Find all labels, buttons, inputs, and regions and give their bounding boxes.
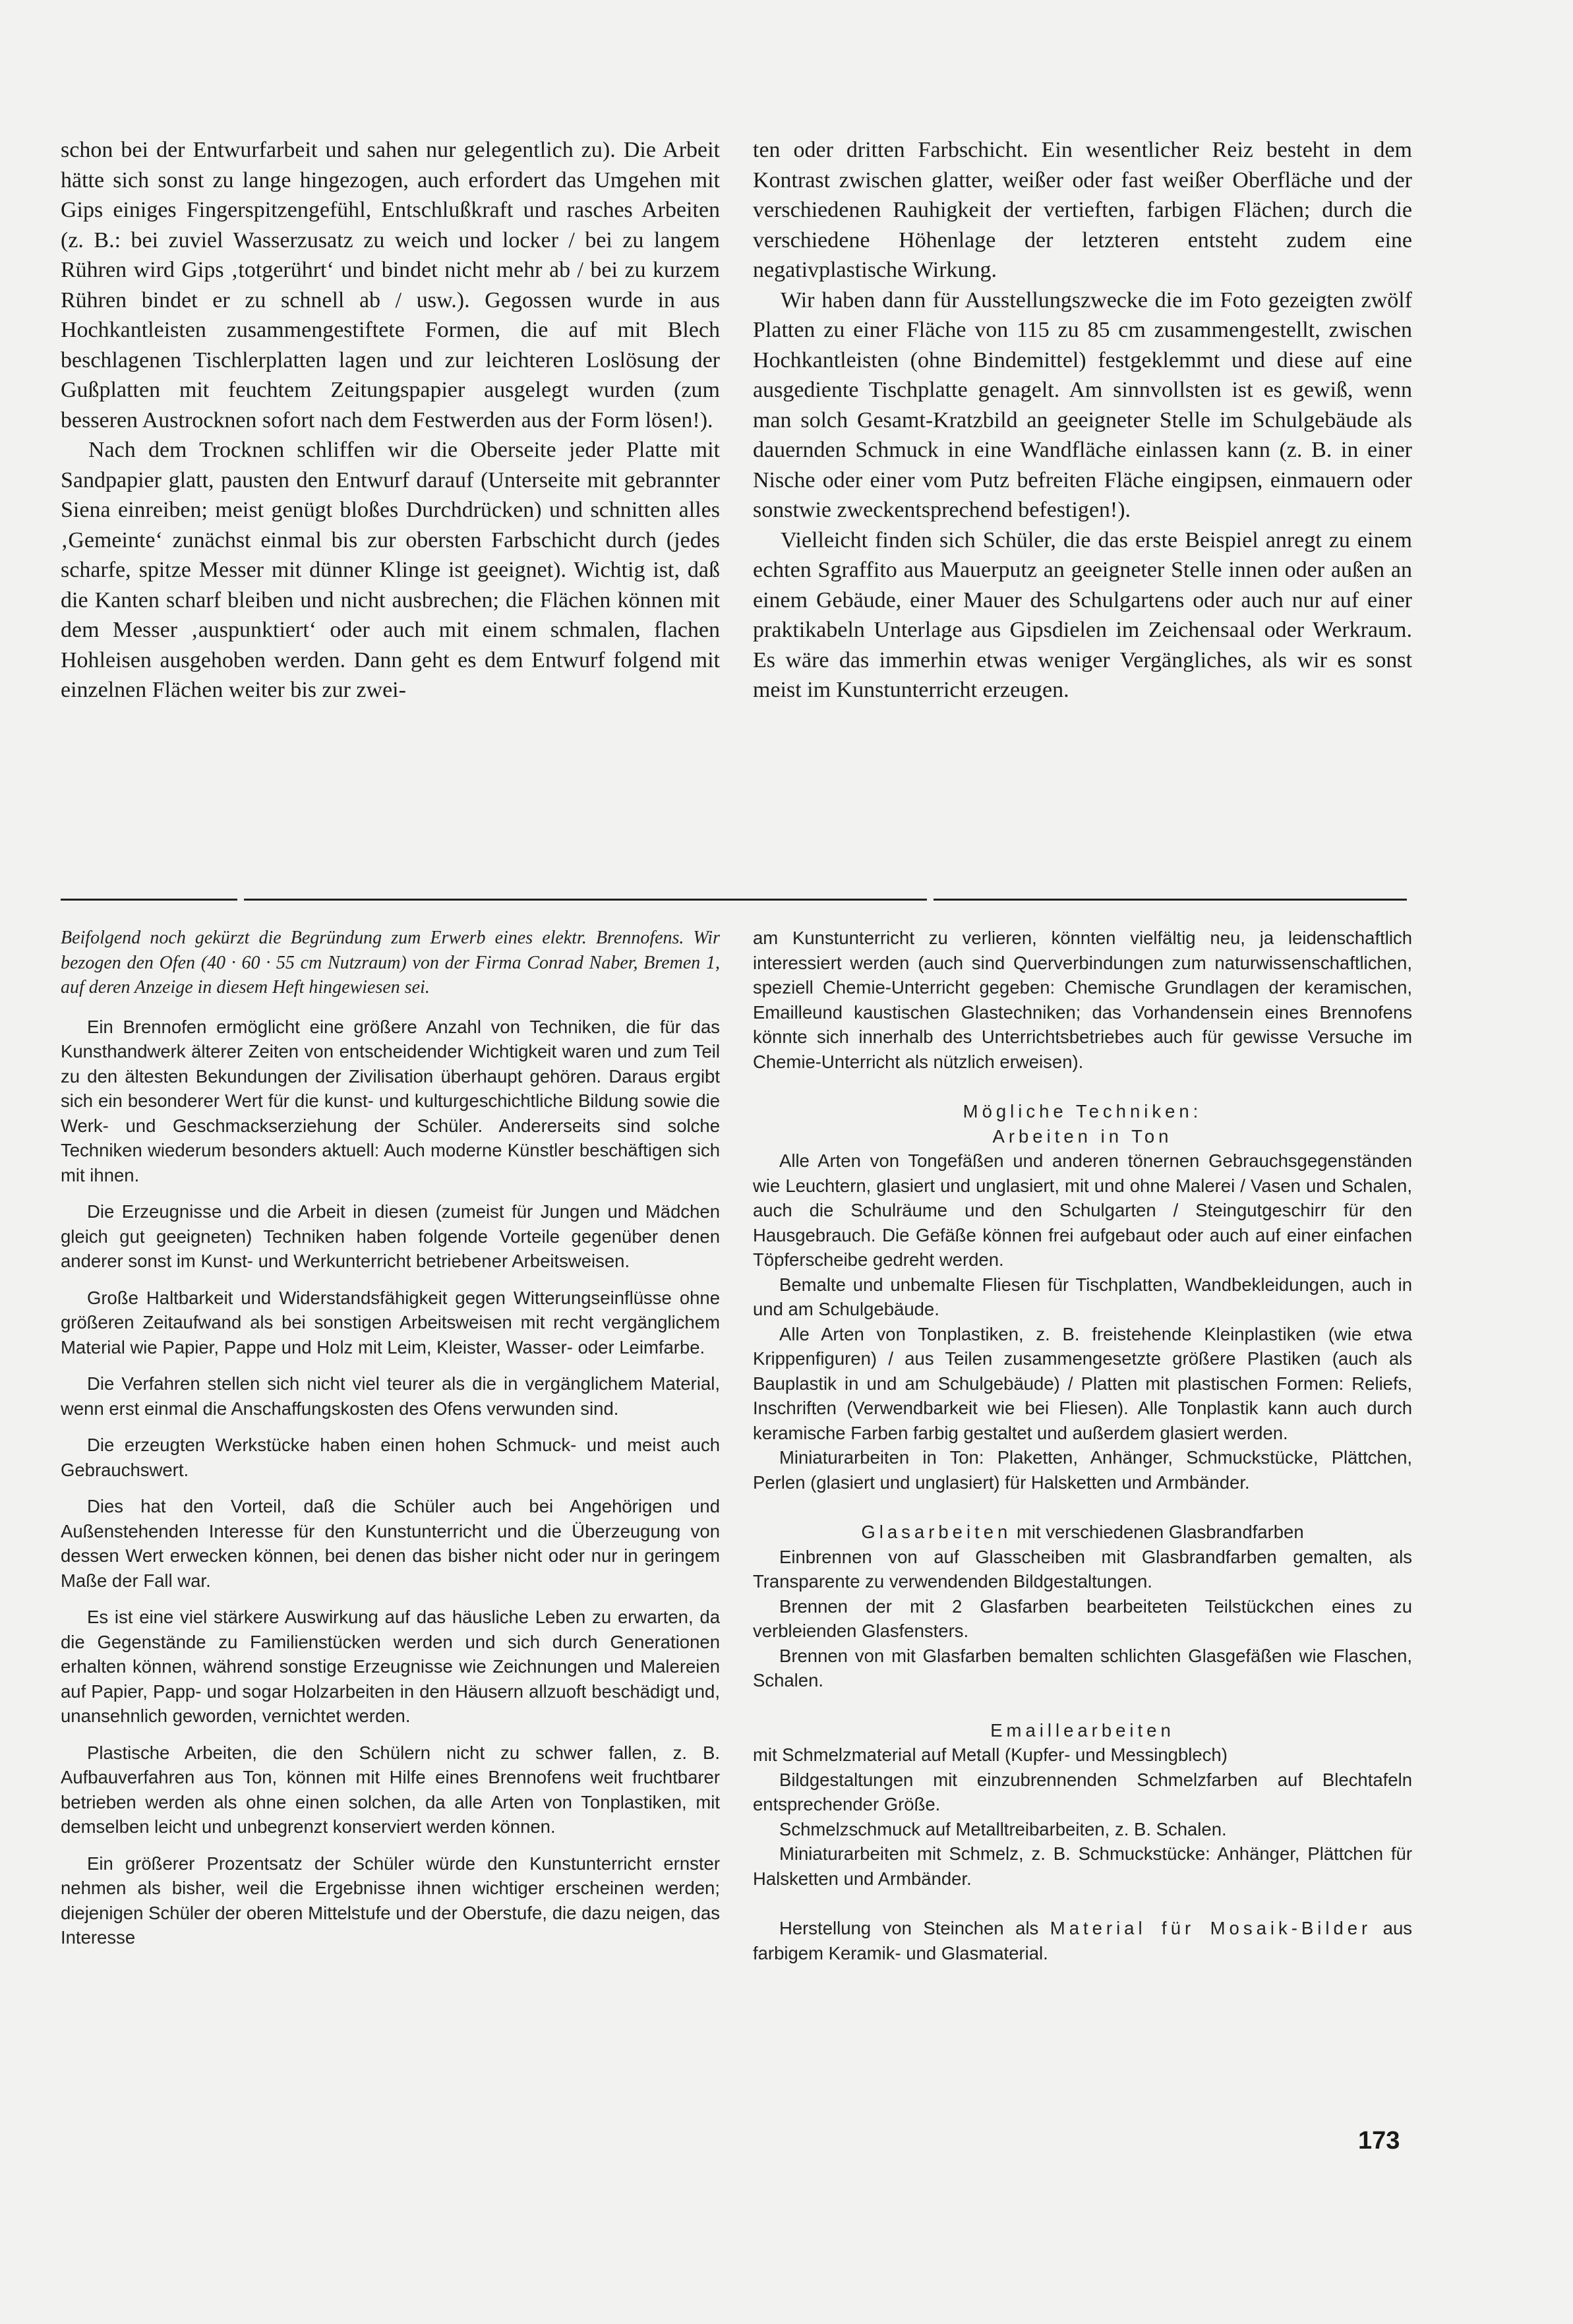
lower-right-column	[753, 926, 1412, 1965]
techniques-heading: Mögliche Techniken:	[963, 1101, 1202, 1121]
paragraph: Einbrennen von auf Glasscheiben mit Glasbrandfarben gemalten, als Transparente zu verwendenden Bildgestaltungen.	[753, 1546, 1412, 1592]
paragraph: Ein größerer Prozentsatz der Schüler würde den Kunstunterricht ernster nehmen als bisher, weil die Ergebnisse ihnen wichtiger erscheinen werden; diejenigen Schüler der oberen Mittelstufe und der Oberstufe, die dazu neigen, das Interesse	[61, 1853, 720, 1948]
page-number: 173	[1358, 2127, 1400, 2155]
paragraph: ten oder dritten Farbschicht. Ein wesentlicher Reiz besteht in dem Kontrast zwischen glatter, weißer oder fast weißer Oberfläche und der verschiedenen Rauhigkeit der vertieften, farbigen Flächen; durch die verschiedene Höhenlage der letzteren entsteht zudem eine negativplastische Wirkung.	[753, 138, 1412, 282]
paragraph: Die erzeugten Werkstücke haben einen hohen Schmuck- und meist auch Gebrauchswert.	[61, 1435, 720, 1480]
paragraph: Vielleicht finden sich Schüler, die das erste Beispiel anregt zu einem echten Sgraffito aus Mauerputz an geeigneter Stelle innen oder außen an einem Gebäude, einer Mauer des Schulgartens oder auch nur auf einer praktikabeln Unterlage aus Gipsdielen im Zeichensaal oder Werkraum. Es wäre das immerhin etwas weniger Vergängliches, als wir es sonst meist im Kunstunterricht erzeugen.	[753, 527, 1412, 702]
paragraph: Nach dem Trocknen schliffen wir die Oberseite jeder Platte mit Sandpapier glatt, pausten den Entwurf darauf (Unterseite mit gebrannter Siena einreiben; meist genügt bloßes Durchdrücken) und schnitten alles ‚Gemeinte‘ zunächst einmal bis zur obersten Farbschicht durch (jedes scharfe, spitze Messer mit dünner Klinge ist geeignet). Wichtig ist, daß die Kanten scharf bleiben und nicht ausbrechen; die Flächen können mit dem Messer ‚auspunktiert‘ oder auch mit einem schmalen, flachen Hohleisen ausgehoben werden. Dann geht es dem Entwurf folgend mit einzelnen Flächen weiter bis zur zwei-	[61, 438, 720, 702]
section-title-glas: Glasarbeiten mit verschiedenen Glasbrandfarben	[861, 1522, 1304, 1542]
paragraph: Dies hat den Vorteil, daß die Schüler auch bei Angehörigen und Außenstehenden Interesse für den Kunstunterricht und die Überzeugung von dessen Wert erwecken können, bei denen das bisher nicht oder nur in geringem Maße der Fall war.	[61, 1496, 720, 1591]
paragraph: Die Verfahren stellen sich nicht viel teurer als die in vergänglichem Material, wenn erst einmal die Anschaffungskosten des Ofens verwunden sind.	[61, 1373, 720, 1419]
email-subtitle: mit Schmelzmaterial auf Metall (Kupfer- und Messingblech)	[753, 1744, 1228, 1765]
mosaik-paragraph: Herstellung von Steinchen als Material für Mosaik-Bilder aus farbigem Keramik- und Glasmaterial.	[753, 1918, 1412, 1963]
separator-rule	[934, 899, 1407, 901]
section-title-email: Emaillearbeiten	[990, 1719, 1175, 1741]
paragraph: Alle Arten von Tongefäßen und anderen tönernen Gebrauchsgegenständen wie Leuchtern, glasiert und unglasiert, mit und ohne Malerei / Vasen und Schalen, auch die Schulräume und den Schulgarten / Steingutgeschirr für den Hausgebrauch. Die Gefäße können frei aufgebaut oder auch auf einer einfachen Töpferscheibe gedreht werden.	[753, 1150, 1412, 1270]
paragraph: Bildgestaltungen mit einzubrennenden Schmelzfarben auf Blechtafeln entsprechender Größe.	[753, 1769, 1412, 1814]
editor-note: Beifolgend noch gekürzt die Begründung zum Erwerb eines elektr. Brennofens. Wir bezogen den Ofen (40 · 60 · 55 cm Nutzraum) von der Firma Conrad Naber, Bremen 1, auf deren Anzeige in diesem Heft hingewiesen sei.	[61, 928, 720, 998]
paragraph: Plastische Arbeiten, die den Schülern nicht zu schwer fallen, z. B. Aufbauverfahren aus Ton, können mit Hilfe eines Brennofens weit fruchtbarer betrieben werden als ohne einen solchen, da alle Arten von Tonplastiken, mit demselben leicht und unbegrenzt konserviert werden können.	[61, 1742, 720, 1837]
upper-left-column	[61, 135, 720, 705]
separator-rule	[244, 899, 927, 901]
paragraph: Wir haben dann für Ausstellungszwecke die im Foto gezeigten zwölf Platten zu einer Fläche von 115 zu 85 cm zusammengestellt, zwischen Hochkantleisten (ohne Bindemittel) festgeklemmt und diese auf eine ausgediente Tischplatte genagelt. Am sinnvollsten ist es gewiß, wenn man solch Gesamt-Kratzbild an geeigneter Stelle im Schulgebäude als dauernden Schmuck in eine Wandfläche einlassen kann (z. B. in einer Nische oder einer vom Putz befreiten Fläche eingipsen, einmauern oder sonstwie zweckentsprechend befestigen!).	[753, 287, 1412, 522]
paragraph: Bemalte und unbemalte Fliesen für Tischplatten, Wandbekleidungen, auch in und am Schulgebäude.	[753, 1274, 1412, 1319]
paragraph: Miniaturarbeiten in Ton: Plaketten, Anhänger, Schmuckstücke, Plättchen, Perlen (glasiert und unglasiert) für Halsketten und Armbänder.	[753, 1447, 1412, 1493]
paragraph: Es ist eine viel stärkere Auswirkung auf das häusliche Leben zu erwarten, da die Gegenstände zu Familienstücken werden und sich durch Generationen erhalten können, während sonstige Erzeugnisse wie Zeichnungen und Malereien auf Papier, Papp- und sogar Holzarbeiten in den Häusern allzuoft beschädigt und, unansehnlich geworden, vernichtet werden.	[61, 1607, 720, 1726]
upper-right-column	[753, 135, 1412, 705]
paragraph: Schmelzschmuck auf Metalltreibarbeiten, z. B. Schalen.	[779, 1818, 1227, 1839]
paragraph: Brennen der mit 2 Glasfarben bearbeiteten Teilstückchen eines zu verbleienden Glasfensters.	[753, 1595, 1412, 1641]
lower-left-column	[61, 926, 720, 1950]
paragraph: Die Erzeugnisse und die Arbeit in diesen (zumeist für Jungen und Mädchen gleich gut geeigneten) Techniken haben folgende Vorteile gegenüber denen anderer sonst im Kunst- und Werkunterricht betriebener Arbeitsweisen.	[61, 1201, 720, 1271]
section-title-ton: Arbeiten in Ton	[992, 1125, 1173, 1147]
paragraph: Alle Arten von Tonplastiken, z. B. freistehende Kleinplastiken (wie etwa Krippenfiguren) / aus Teilen zusammengesetzte größere Plastiken (auch als Bauplastik in und am Schulgebäude) / Platten mit plastischen Formen: Reliefs, Inschriften (Verwendbarkeit wie bei Fliesen). Alle Tonplastik kann auch durch keramische Farben farbig gestaltet und außerdem glasiert werden.	[753, 1323, 1412, 1443]
paragraph: Miniaturarbeiten mit Schmelz, z. B. Schmuckstücke: Anhänger, Plättchen für Halsketten und Armbänder.	[753, 1843, 1412, 1889]
paragraph: Große Haltbarkeit und Widerstandsfähigkeit gegen Witterungseinflüsse ohne größeren Zeitaufwand als bei sonstigen Arbeitsweisen mit recht vergänglichem Material wie Papier, Pappe und Holz mit Leim, Kleister, Wasser- oder Leimfarbe.	[61, 1287, 720, 1357]
paragraph: Ein Brennofen ermöglicht eine größere Anzahl von Techniken, die für das Kunsthandwerk älterer Zeiten von entscheidender Wichtigkeit waren und zum Teil zu den ältesten Bekundungen der Zivilisation überhaupt gehören. Daraus ergibt sich ein besonderer Wert für die kunst- und kulturgeschichtliche Bildung sowie die Werk- und Geschmackserziehung der Schüler. Andererseits sind solche Techniken wiederum besonders aktuell: Auch moderne Künstler beschäftigen sich mit ihnen.	[61, 1016, 720, 1185]
paragraph: schon bei der Entwurfarbeit und sahen nur gelegentlich zu). Die Arbeit hätte sich sonst zu lange hingezogen, auch erfordert das Umgehen mit Gips einiges Fingerspitzengefühl, Entschlußkraft und rasches Arbeiten (z. B.: bei zuviel Wasserzusatz zu weich und locker / bei zu langem Rühren wird Gips ‚totgerührt‘ und bindet nicht mehr ab / bei zu kurzem Rühren bindet er zu schnell ab / usw.). Gegossen wurde in aus Hochkantleisten zusammengestiftete Formen, die auf mit Blech beschlagenen Tischlerplatten lagen und zur leichteren Loslösung der Gußplatten mit feuchtem Zeitungspapier ausgelegt wurden (zum besseren Austrocknen sofort nach dem Festwerden aus der Form lösen!).	[61, 138, 720, 432]
paragraph: Brennen von mit Glasfarben bemalten schlichten Glasgefäßen wie Flaschen, Schalen.	[753, 1645, 1412, 1690]
separator-rule	[61, 899, 237, 901]
paragraph: am Kunstunterricht zu verlieren, könnten vielfältig neu, ja leidenschaftlich interessiert werden (auch sind Querverbindungen zum naturwissenschaftlichen, speziell Chemie-Unterricht gegeben: Chemische Grundlagen der keramischen, Emailleund kaustischen Glastechniken; das Vorhandensein eines Brennofens könnte sich innerhalb des Unterrichtsbetriebes auch für gewisse Versuche im Chemie-Unterricht als nützlich erweisen).	[753, 928, 1412, 1072]
